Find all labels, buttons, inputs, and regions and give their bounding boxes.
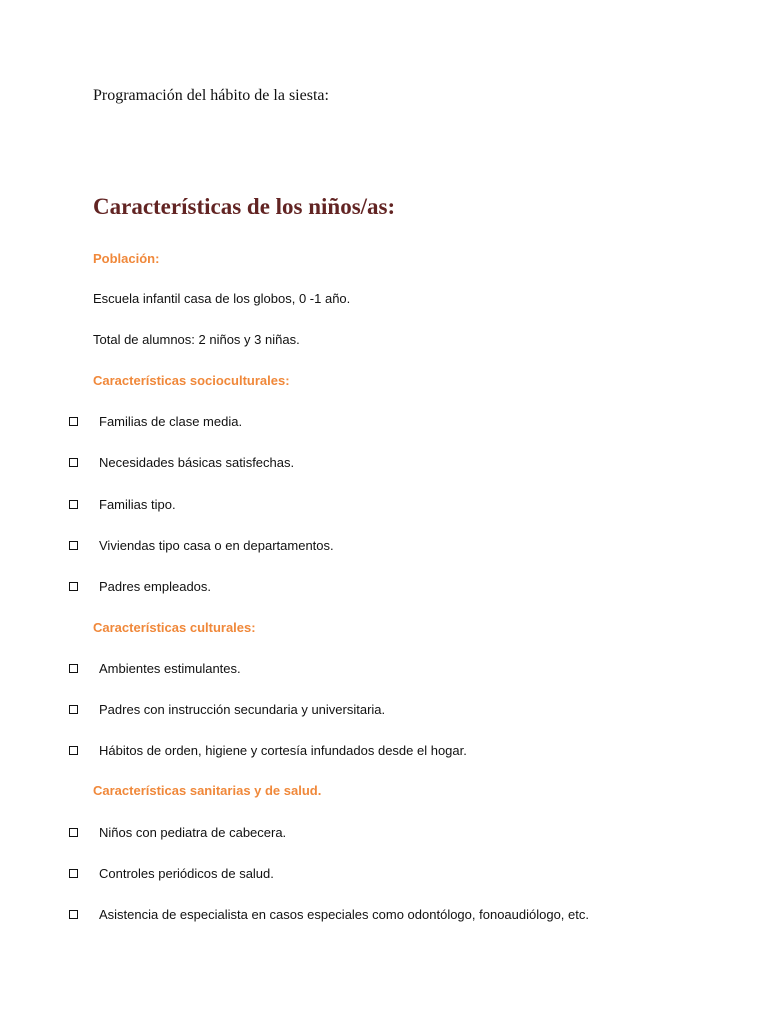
square-bullet-icon bbox=[69, 500, 78, 509]
square-bullet-icon bbox=[69, 869, 78, 878]
list-item: Familias tipo. bbox=[69, 497, 729, 515]
square-bullet-icon bbox=[69, 664, 78, 673]
list-item: Padres con instrucción secundaria y universitaria. bbox=[69, 702, 729, 720]
section-heading: Características de los niños/as: bbox=[93, 194, 396, 219]
square-bullet-icon bbox=[69, 582, 78, 591]
square-bullet-icon bbox=[69, 705, 78, 714]
square-bullet-icon bbox=[69, 541, 78, 550]
list-item: Necesidades básicas satisfechas. bbox=[69, 455, 729, 473]
square-bullet-icon bbox=[69, 828, 78, 837]
list-item: Controles periódicos de salud. bbox=[69, 866, 729, 884]
poblacion-line-school: Escuela infantil casa de los globos, 0 -1 año. bbox=[93, 291, 351, 306]
square-bullet-icon bbox=[69, 458, 78, 467]
document-title: Programación del hábito de la siesta: bbox=[93, 87, 329, 104]
list-item: Familias de clase media. bbox=[69, 414, 729, 432]
socioculturales-label: Características socioculturales: bbox=[93, 373, 290, 388]
list-item: Ambientes estimulantes. bbox=[69, 661, 729, 679]
poblacion-label: Población: bbox=[93, 251, 160, 266]
list-item: Viviendas tipo casa o en departamentos. bbox=[69, 538, 729, 556]
list-item: Asistencia de especialista en casos especiales como odontólogo, fonoaudiólogo, etc. bbox=[69, 907, 729, 925]
square-bullet-icon bbox=[69, 910, 78, 919]
culturales-label: Características culturales: bbox=[93, 620, 256, 635]
poblacion-line-students: Total de alumnos: 2 niños y 3 niñas. bbox=[93, 332, 300, 347]
square-bullet-icon bbox=[69, 417, 78, 426]
list-item: Padres empleados. bbox=[69, 579, 729, 597]
sanitarias-label: Características sanitarias y de salud. bbox=[93, 783, 322, 798]
list-item: Hábitos de orden, higiene y cortesía infundados desde el hogar. bbox=[69, 743, 729, 761]
list-item: Niños con pediatra de cabecera. bbox=[69, 825, 729, 843]
square-bullet-icon bbox=[69, 746, 78, 755]
